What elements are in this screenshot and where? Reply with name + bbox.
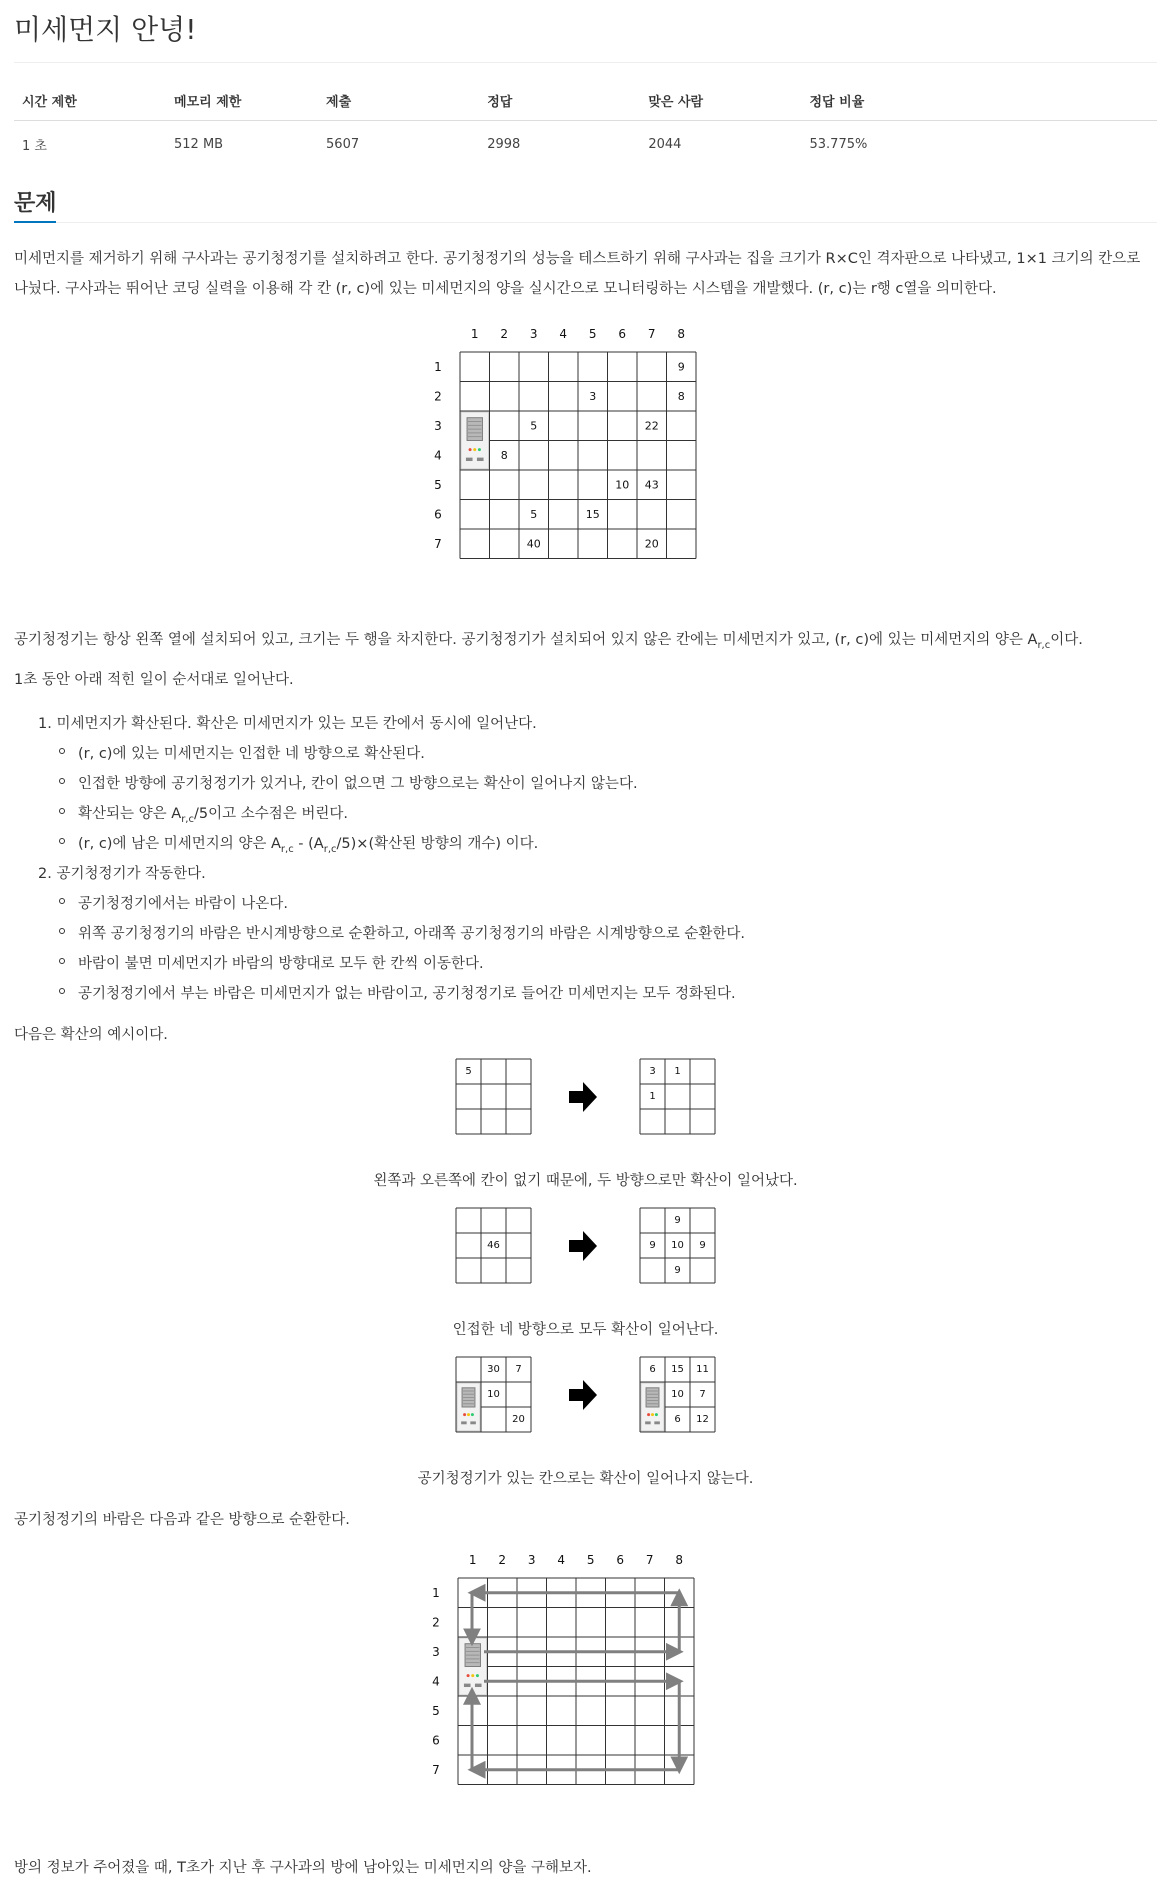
col-label: 7 bbox=[645, 1553, 654, 1567]
section-accent-underline bbox=[14, 221, 56, 223]
step2-item-3-text: 바람이 불면 미세먼지가 바람의 방향대로 모두 한 칸씩 이동한다. bbox=[78, 956, 484, 972]
value-accepted: 2998 bbox=[487, 137, 521, 152]
grid-cell-value: 10 bbox=[487, 1389, 500, 1400]
value-submissions: 5607 bbox=[326, 137, 360, 152]
grid-cell-value: 1 bbox=[649, 1091, 656, 1102]
header-accepted: 정답 bbox=[479, 86, 640, 121]
row-label: 4 bbox=[432, 1674, 440, 1689]
grid-cell-value: 9 bbox=[699, 1240, 706, 1251]
step1-item-c-sub: r,c bbox=[181, 813, 194, 825]
step-2: 2. 공기청정기가 작동한다. bbox=[38, 866, 206, 882]
col-label: 5 bbox=[588, 327, 597, 341]
step1-item-d-text1: (r, c)에 남은 미세먼지의 양은 A bbox=[78, 836, 281, 852]
para-text-1: 공기청정기는 항상 왼쪽 열에 설치되어 있고, 크기는 두 행을 차지한다. 공기청정기가 설치되어 있지 않은 칸에는 미세먼지가 있고, (r, c)에 있는 미세먼지의 양은 A bbox=[14, 632, 1038, 648]
problem-info-table bbox=[14, 86, 1157, 160]
col-label: 6 bbox=[616, 1553, 625, 1567]
row-label: 3 bbox=[434, 418, 442, 433]
paragraph-sequence: 1초 동안 아래 적힌 일이 순서대로 일어난다. bbox=[14, 672, 294, 688]
grid-cell-value: 30 bbox=[487, 1364, 500, 1375]
grid-cell-value: 20 bbox=[644, 537, 659, 551]
step2-item-1 bbox=[78, 892, 288, 913]
col-label: 5 bbox=[586, 1553, 595, 1567]
example-2-figure bbox=[455, 1207, 717, 1303]
row-label: 6 bbox=[432, 1733, 440, 1748]
grid-cell-value: 10 bbox=[615, 478, 630, 492]
right-arrow-icon bbox=[569, 1082, 597, 1112]
grid-cell-value: 8 bbox=[500, 448, 508, 462]
row-label: 5 bbox=[434, 477, 442, 492]
grid-cell-value: 15 bbox=[671, 1364, 684, 1375]
grid-cell-value: 5 bbox=[465, 1066, 472, 1077]
section-heading-problem: 문제 bbox=[14, 191, 57, 216]
example-3-caption: 공기청정기가 있는 칸으로는 확산이 일어나지 않는다. bbox=[417, 1471, 754, 1487]
paragraph-purifier-placement bbox=[14, 625, 1157, 661]
step1-item-d-sub1: r,c bbox=[280, 843, 294, 855]
grid-cell-value: 5 bbox=[530, 419, 538, 433]
row-label: 3 bbox=[432, 1644, 440, 1659]
header-time-limit: 시간 제한 bbox=[14, 86, 166, 121]
step2-item-1-text: 공기청정기에서는 바람이 나온다. bbox=[78, 896, 288, 912]
problem-title: 미세먼지 안녕! bbox=[14, 13, 197, 46]
bullet-icon bbox=[59, 778, 65, 784]
grid-cell-value: 22 bbox=[644, 419, 659, 433]
col-label: 2 bbox=[500, 327, 509, 341]
circulation-grid-figure bbox=[418, 1548, 750, 1840]
step1-item-d-text3: /5)×(확산된 방향의 개수) 이다. bbox=[336, 836, 539, 852]
grid-cell-value: 8 bbox=[677, 389, 685, 403]
row-label: 4 bbox=[434, 448, 442, 463]
grid-cell-value: 3 bbox=[649, 1066, 656, 1077]
grid-cell-value: 7 bbox=[515, 1364, 522, 1375]
grid-cell-value: 9 bbox=[674, 1265, 681, 1276]
problem-intro: 미세먼지를 제거하기 위해 구사과는 공기청정기를 설치하려고 한다. 공기청정기의 성능을 테스트하기 위해 구사과는 집을 크기가 R×C인 격자판으로 나타냈고, 1×1 크기의 칸으로 나눴다. 구사과는 뛰어난 코딩 실력을 이용해 각 칸 (r, c)에 있는 미세먼지의 양을 실시간으로 모니터링하는 시스템을 개발했다. (r, c)는 r행 c열을 의미한다. bbox=[14, 251, 1141, 297]
col-label: 3 bbox=[527, 1553, 536, 1567]
header-submissions: 제출 bbox=[318, 86, 479, 121]
right-arrow-icon bbox=[569, 1380, 597, 1410]
col-label: 4 bbox=[557, 1553, 566, 1567]
value-solved-users: 2044 bbox=[648, 137, 682, 152]
grid-cell-value: 40 bbox=[526, 537, 541, 551]
grid-cell-value: 12 bbox=[696, 1414, 709, 1425]
col-label: 8 bbox=[677, 327, 686, 341]
grid-cell-value: 46 bbox=[487, 1240, 500, 1251]
example-2-caption: 인접한 네 방향으로 모두 확산이 일어난다. bbox=[452, 1322, 719, 1338]
step2-item-2 bbox=[78, 922, 745, 943]
step1-item-c-text1: 확산되는 양은 A bbox=[78, 806, 182, 822]
example-3-figure bbox=[455, 1356, 717, 1452]
step2-item-2-text: 위쪽 공기청정기의 바람은 반시계방향으로 순환하고, 아래쪽 공기청정기의 바람은 시계방향으로 순환한다. bbox=[78, 926, 746, 942]
final-question: 방의 정보가 주어졌을 때, T초가 지난 후 구사과의 방에 남아있는 미세먼지의 양을 구해보자. bbox=[14, 1860, 592, 1876]
example-1-caption: 왼쪽과 오른쪽에 칸이 없기 때문에, 두 방향으로만 확산이 일어났다. bbox=[373, 1173, 798, 1189]
step1-item-a-text: (r, c)에 있는 미세먼지는 인접한 네 방향으로 확산된다. bbox=[78, 746, 425, 762]
value-time-limit: 1 초 bbox=[22, 139, 47, 154]
step1-item-c bbox=[78, 802, 348, 825]
step1-item-b bbox=[78, 772, 638, 793]
example-1-figure bbox=[455, 1058, 717, 1154]
grid-cell-value: 15 bbox=[585, 507, 600, 521]
col-label: 3 bbox=[529, 327, 538, 341]
info-header-row bbox=[14, 86, 1157, 121]
air-purifier-icon bbox=[459, 1638, 487, 1695]
right-arrow-icon bbox=[569, 1231, 597, 1261]
section-divider bbox=[14, 222, 1157, 223]
grid-cell-value: 20 bbox=[512, 1414, 525, 1425]
air-purifier-icon bbox=[457, 1383, 480, 1431]
grid-cell-value: 1 bbox=[674, 1066, 681, 1077]
grid-cell-value: 43 bbox=[644, 478, 659, 492]
example-intro: 다음은 확산의 예시이다. bbox=[14, 1027, 168, 1043]
step1-item-c-text2: /5이고 소수점은 버린다. bbox=[193, 806, 348, 822]
col-label: 1 bbox=[468, 1553, 477, 1567]
grid-cell-value: 3 bbox=[589, 389, 597, 403]
step1-item-b-text: 인접한 방향에 공기청정기가 있거나, 칸이 없으면 그 방향으로는 확산이 일어나지 않는다. bbox=[78, 776, 638, 792]
grid-cell-value: 10 bbox=[671, 1389, 684, 1400]
grid-cell-value: 5 bbox=[530, 507, 538, 521]
grid-cell-value: 10 bbox=[671, 1240, 684, 1251]
grid-cell-value: 6 bbox=[674, 1414, 681, 1425]
col-label: 6 bbox=[618, 327, 627, 341]
step1-item-a bbox=[78, 742, 425, 763]
header-accept-ratio: 정답 비율 bbox=[802, 86, 1158, 121]
para-sub: r,c bbox=[1037, 639, 1051, 651]
col-label: 8 bbox=[675, 1553, 684, 1567]
air-purifier-icon bbox=[461, 412, 489, 469]
bullet-icon bbox=[59, 928, 65, 934]
row-label: 1 bbox=[432, 1585, 440, 1600]
bullet-icon bbox=[59, 838, 65, 844]
value-accept-ratio: 53.775% bbox=[809, 137, 868, 152]
header-solved-users: 맞은 사람 bbox=[640, 86, 801, 121]
grid-cell-value: 9 bbox=[649, 1240, 656, 1251]
step2-item-3 bbox=[78, 952, 484, 973]
bullet-icon bbox=[59, 748, 65, 754]
row-label: 6 bbox=[434, 507, 442, 522]
col-label: 1 bbox=[470, 327, 479, 341]
step1-item-d bbox=[78, 832, 538, 855]
main-grid-figure bbox=[420, 322, 750, 612]
row-label: 1 bbox=[434, 359, 442, 374]
value-memory-limit: 512 MB bbox=[174, 137, 224, 152]
grid-cell-value: 6 bbox=[649, 1364, 656, 1375]
grid-cell-value: 9 bbox=[674, 1215, 681, 1226]
step2-item-4 bbox=[78, 982, 736, 1003]
row-label: 7 bbox=[434, 536, 442, 551]
step-1: 1. 미세먼지가 확산된다. 확산은 미세먼지가 있는 모든 칸에서 동시에 일어난다. bbox=[38, 716, 537, 732]
bullet-icon bbox=[59, 898, 65, 904]
row-label: 5 bbox=[432, 1703, 440, 1718]
grid-cell-value: 9 bbox=[677, 360, 685, 374]
header-memory-limit: 메모리 제한 bbox=[166, 86, 318, 121]
bullet-icon bbox=[59, 808, 65, 814]
step1-item-d-sub2: r,c bbox=[323, 843, 337, 855]
bullet-icon bbox=[59, 958, 65, 964]
bullet-icon bbox=[59, 988, 65, 994]
grid-cell-value: 11 bbox=[696, 1364, 709, 1375]
title-divider bbox=[14, 62, 1157, 63]
circulation-intro: 공기청정기의 바람은 다음과 같은 방향으로 순환한다. bbox=[14, 1512, 350, 1528]
para-text-2: 이다. bbox=[1050, 632, 1083, 648]
row-label: 2 bbox=[434, 389, 442, 404]
col-label: 2 bbox=[498, 1553, 507, 1567]
air-purifier-icon bbox=[641, 1383, 664, 1431]
col-label: 7 bbox=[647, 327, 656, 341]
row-label: 2 bbox=[432, 1615, 440, 1630]
step2-item-4-text: 공기청정기에서 부는 바람은 미세먼지가 없는 바람이고, 공기청정기로 들어간 미세먼지는 모두 정화된다. bbox=[78, 986, 736, 1002]
info-value-row bbox=[14, 121, 1157, 161]
col-label: 4 bbox=[559, 327, 568, 341]
grid-cell-value: 7 bbox=[699, 1389, 706, 1400]
step1-item-d-text2: - (A bbox=[293, 836, 324, 852]
row-label: 7 bbox=[432, 1762, 440, 1777]
